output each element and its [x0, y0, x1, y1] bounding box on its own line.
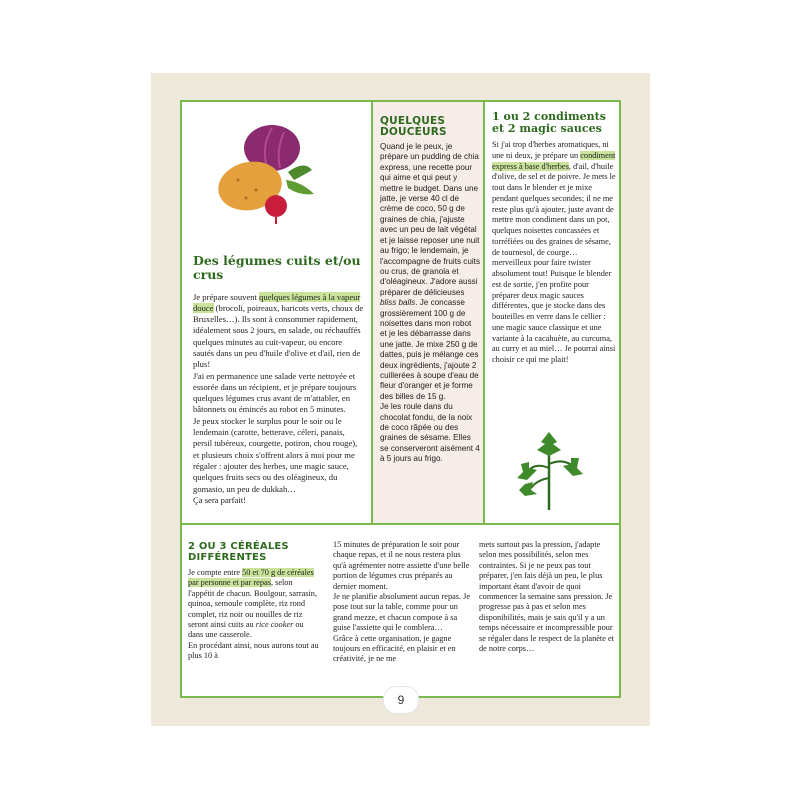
- section-vegetables: [193, 254, 365, 506]
- divider: [180, 523, 621, 525]
- paragraph: Quand je le peux, je prépare un pudding de chia express, une recette pour qui aime et qui peut y mettre le budget. Dans une jatte, je verse 40 cl de crème de coco, 50 g de graines de chia, j'ajuste avec un peu de lait végétal et je laisse reposer une nuit au frigo; le lendemain, je l'accompagne de fruits cuits ou crus, de granola et d'oléagineux. J'adore aussi préparer de délicieuses bliss balls. Je concasse grossièrement 100 g de noisettes dans mon robot et je les débarrasse dans une jatte. Je mixe 250 g de dattes, puis je mélange ces deux ingrédients, j'ajoute 2 cuillerées à soupe d'eau de fleur d'oranger et je forme des billes de 15 g.: [380, 142, 481, 401]
- paragraph: mets surtout pas la pression, j'adapte selon mes possibilités, selon mes contraintes. Si je ne peux pas tout préparer, j'en fais déjà un peu, le plus important étant d'avoir de quoi commencer la semaine sans pression. Je progresse pas à pas et selon mes disponibilités, mais je sais qu'il y a un temps nécessaire et incompressible pour se régaler dans le respect de la planète et de notre corps…: [479, 540, 614, 654]
- vegetables-illustration: [212, 120, 324, 224]
- paragraph: Je ne planifie absolument aucun repas. Je pose tout sur la table, comme pour un grand mezze, et chacun compose à sa guise l'assiette qui le comblera…: [333, 592, 471, 633]
- page-number: 9: [383, 686, 419, 714]
- cereals-column-2: [333, 540, 471, 665]
- divider: [483, 100, 485, 524]
- section-cereals: [188, 542, 320, 662]
- paragraph: Si j'ai trop d'herbes aromatiques, ni une ni deux, je prépare un condiment express à base d'herbes, d'ail, d'huile d'olive, de sel et de poivre. Je mets le tout dans le blender et je mixe pendant quelques secondes; il ne me reste plus qu'à ajouter, juste avant de mettre mon condiment dans un pot, quelques noisettes concassées et torréfiées ou des graines de sésame, de tournesol, de courge… merveilleux pour faire twister absolument tout! Puisque le blender est de sortie, j'en profite pour préparer deux magic sauces différentes, que je stocke dans des bouteilles en verre dans le cellier : une magic sauce classique et une variante à la cacahuète, au curcuma, au curry et au miel… Je pourrai ainsi choisir ce qui me plait!: [492, 140, 616, 365]
- section-condiments: [492, 111, 616, 366]
- paragraph: Grâce à cette organisation, je gagne toujours en efficacité, en plaisir et en créativité, je ne me: [333, 633, 456, 664]
- section-title: Des légumes cuits et/ou crus: [193, 253, 361, 282]
- parsley-illustration: [515, 428, 585, 512]
- paragraph: J'ai en permanence une salade verte nettoyée et essorée dans un récipient, et je prépare toujours quelques légumes crus avant de m'attabler, en bâtonnets ou émincés au robot en 5 minutes.: [193, 370, 357, 415]
- divider: [371, 100, 373, 524]
- paragraph: Je compte entre 50 et 70 g de céréales par personne et par repas, selon l'appétit de chacun. Boulgour, sarrasin, quinoa, semoule complète, riz rond complet, riz noir ou nouilles de riz seront ainsi cuits au rice cooker ou dans une casserole.: [188, 568, 318, 640]
- paragraph: En procédant ainsi, nous aurons tout au plus 10 à: [188, 640, 319, 661]
- paragraph: 15 minutes de préparation le soir pour chaque repas, et il ne nous restera plus qu'à agrémenter notre assiette d'une belle portion de légumes crus préparés au dernier moment.: [333, 540, 470, 591]
- paragraph: Je prépare souvent quelques légumes à la vapeur douce (brocoli, poireaux, haricots verts, choux de Bruxelles…). Ils sont à consommer rapidement, idéalement sous 2 jours, en salade, ou réchauffés quelques minutes au cuit-vapeur, ou encore sautés dans un peu d'huile d'olive et d'ail, rien de plus!: [193, 291, 364, 370]
- section-sweets: [380, 116, 480, 465]
- paragraph: Ça sera parfait!: [193, 494, 246, 505]
- paragraph: Je peux stocker le surplus pour le soir ou le lendemain (carotte, betterave, céleri, panais, persil tubéreux, courgette, potiron, chou rouge), et plusieurs choix s'offrent alors à moi pour me régaler : ajouter des herbes, une magic sauce, quelques fruits secs ou des oléagineux, du gomasio, un peu de dukkah…: [193, 415, 358, 494]
- section-title: 1 ou 2 condiments et 2 magic sauces: [492, 110, 606, 136]
- section-title: QUELQUES DOUCEURS: [380, 115, 447, 139]
- cereals-column-3: [479, 540, 614, 654]
- section-title: 2 OU 3 CÉRÉALES DIFFÉRENTES: [188, 541, 289, 563]
- paragraph: Je les roule dans du chocolat fondu, de la noix de coco râpée ou des graines de sésame. Elles se conserveront aisément 4 à 5 jours au frigo.: [380, 402, 480, 464]
